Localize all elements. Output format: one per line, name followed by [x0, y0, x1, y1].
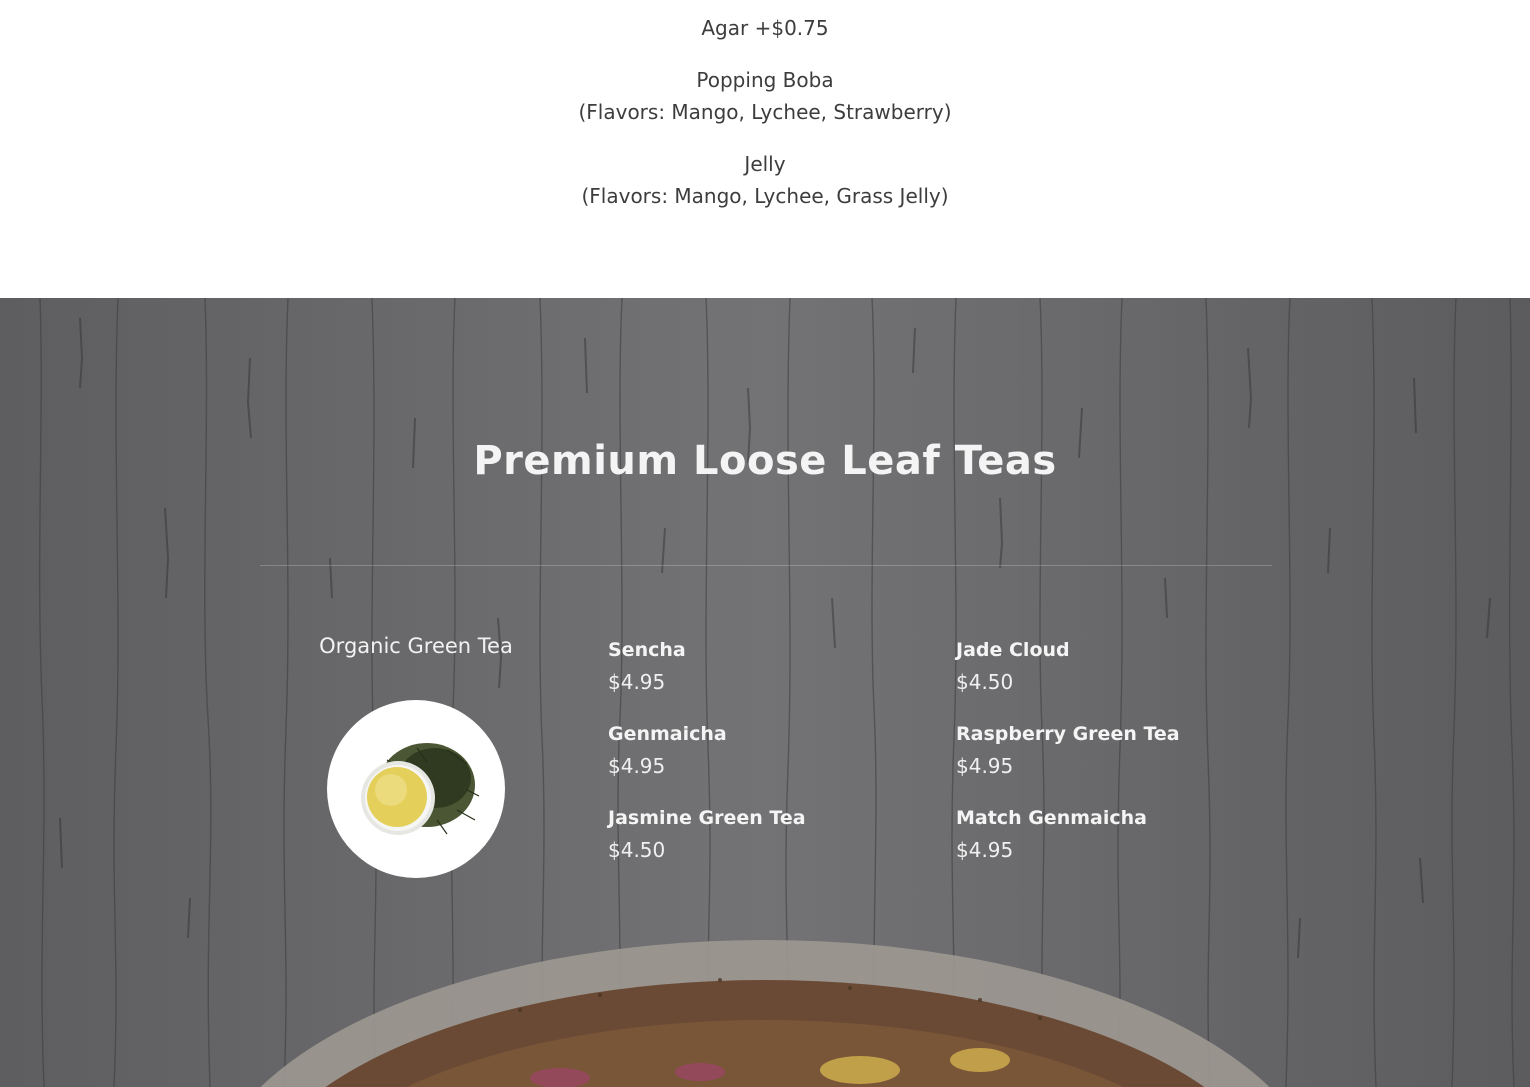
- item-name: Match Genmaicha: [956, 807, 1147, 829]
- toppings-section: [0, 0, 1530, 298]
- menu-item: [608, 718, 727, 782]
- topping-jelly-flavors: (Flavors: Mango, Lychee, Grass Jelly): [581, 184, 949, 208]
- menu-item: [956, 634, 1070, 698]
- item-price: $4.95: [608, 670, 666, 694]
- item-name: Genmaicha: [608, 723, 727, 745]
- topping-agar: Agar +$0.75: [701, 16, 829, 40]
- menu-item: [608, 802, 806, 866]
- feature-title: Organic Green Tea: [319, 634, 513, 658]
- item-price: $4.95: [956, 838, 1014, 862]
- item-name: Raspberry Green Tea: [956, 723, 1180, 745]
- menu-item: [956, 718, 1180, 782]
- item-name: Sencha: [608, 639, 686, 661]
- section-title: Premium Loose Leaf Teas: [473, 438, 1057, 484]
- item-price: $4.50: [956, 670, 1014, 694]
- menu-item: [608, 634, 686, 698]
- green-tea-cup-image: [327, 700, 505, 878]
- topping-jelly: Jelly: [744, 152, 786, 176]
- menu-item: [956, 802, 1147, 866]
- loose-leaf-section: [0, 298, 1530, 1087]
- item-price: $4.95: [956, 754, 1014, 778]
- topping-popping-boba-flavors: (Flavors: Mango, Lychee, Strawberry): [578, 100, 952, 124]
- tea-bowl-image: [0, 900, 1530, 1087]
- item-name: Jade Cloud: [956, 639, 1070, 661]
- item-price: $4.95: [608, 754, 666, 778]
- topping-popping-boba: Popping Boba: [696, 68, 834, 92]
- section-divider: [260, 565, 1272, 566]
- item-price: $4.50: [608, 838, 666, 862]
- item-name: Jasmine Green Tea: [608, 807, 806, 829]
